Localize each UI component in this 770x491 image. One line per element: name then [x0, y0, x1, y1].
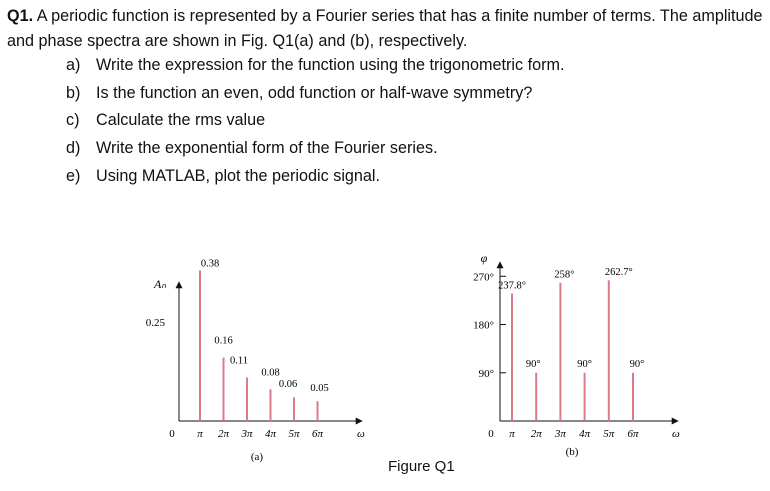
- y-tick-label: 0.25: [145, 317, 165, 329]
- data-label: 0.38: [200, 258, 220, 270]
- y-axis-label: φ: [480, 251, 488, 265]
- question-body: A periodic function is represented by a Fourier series that has a finite number of terms. The amplitude and phase spectra are shown in Fig. Q1(a) and (b), respectively.: [7, 7, 763, 50]
- item-text: Write the expression for the function using the trigonometric form.: [96, 56, 565, 74]
- y-tick-label: 90°: [478, 367, 494, 380]
- data-label: 0.16: [214, 335, 233, 347]
- figure-caption: Figure Q1: [388, 458, 455, 475]
- x-tick-label: 2π: [217, 428, 230, 440]
- x-tick-label: 3π: [554, 428, 566, 440]
- chart-caption: (a): [250, 451, 264, 463]
- item-label: a): [66, 56, 81, 74]
- data-label: 90°: [525, 358, 541, 370]
- item-text: Write the exponential form of the Fourier series.: [96, 139, 438, 158]
- y-tick-label: 270°: [473, 271, 494, 284]
- item-text: Calculate the rms value: [96, 111, 266, 130]
- y-axis-label: Aₙ: [153, 277, 167, 291]
- x-tick-label: π: [197, 428, 203, 440]
- x-tick-label: 6π: [311, 428, 324, 440]
- chart-caption: (b): [565, 446, 579, 458]
- phase-spectrum-chart: [473, 251, 680, 458]
- data-label: 258°: [554, 269, 575, 281]
- data-label: 0.06: [278, 379, 298, 391]
- item-text: Using MATLAB, plot the periodic signal.: [96, 166, 381, 185]
- data-label: 237.8°: [498, 280, 526, 292]
- item-label: d): [66, 139, 81, 158]
- x-tick-label: 6π: [627, 428, 639, 440]
- data-label: 90°: [577, 358, 592, 370]
- data-label: 262.7°: [604, 267, 633, 279]
- x-axis-label: ω: [357, 428, 365, 440]
- data-label: 0.08: [261, 367, 280, 379]
- data-label: 90°: [629, 358, 645, 370]
- item-label: c): [66, 111, 80, 130]
- question-number: Q1.: [7, 7, 34, 25]
- data-label: 0.11: [230, 355, 248, 367]
- x-tick-label: 4π: [264, 428, 277, 440]
- x-tick-label: 2π: [530, 428, 542, 440]
- item-text: Is the function an even, odd function or half-wave symmetry?: [96, 83, 533, 102]
- x-tick-label: 5π: [603, 428, 615, 440]
- x-tick-label: 5π: [288, 428, 300, 440]
- x-tick-label: 4π: [579, 428, 591, 440]
- item-label: b): [66, 83, 81, 102]
- x-tick-label: 3π: [241, 428, 253, 440]
- y-tick-label: 180°: [473, 319, 494, 332]
- origin-label: 0: [169, 428, 175, 440]
- x-tick-label: π: [509, 428, 515, 440]
- origin-label: 0: [488, 428, 494, 440]
- amplitude-spectrum-chart: [146, 259, 365, 463]
- x-axis-label: ω: [672, 428, 680, 440]
- item-label: e): [66, 166, 81, 185]
- data-label: 0.05: [310, 383, 329, 395]
